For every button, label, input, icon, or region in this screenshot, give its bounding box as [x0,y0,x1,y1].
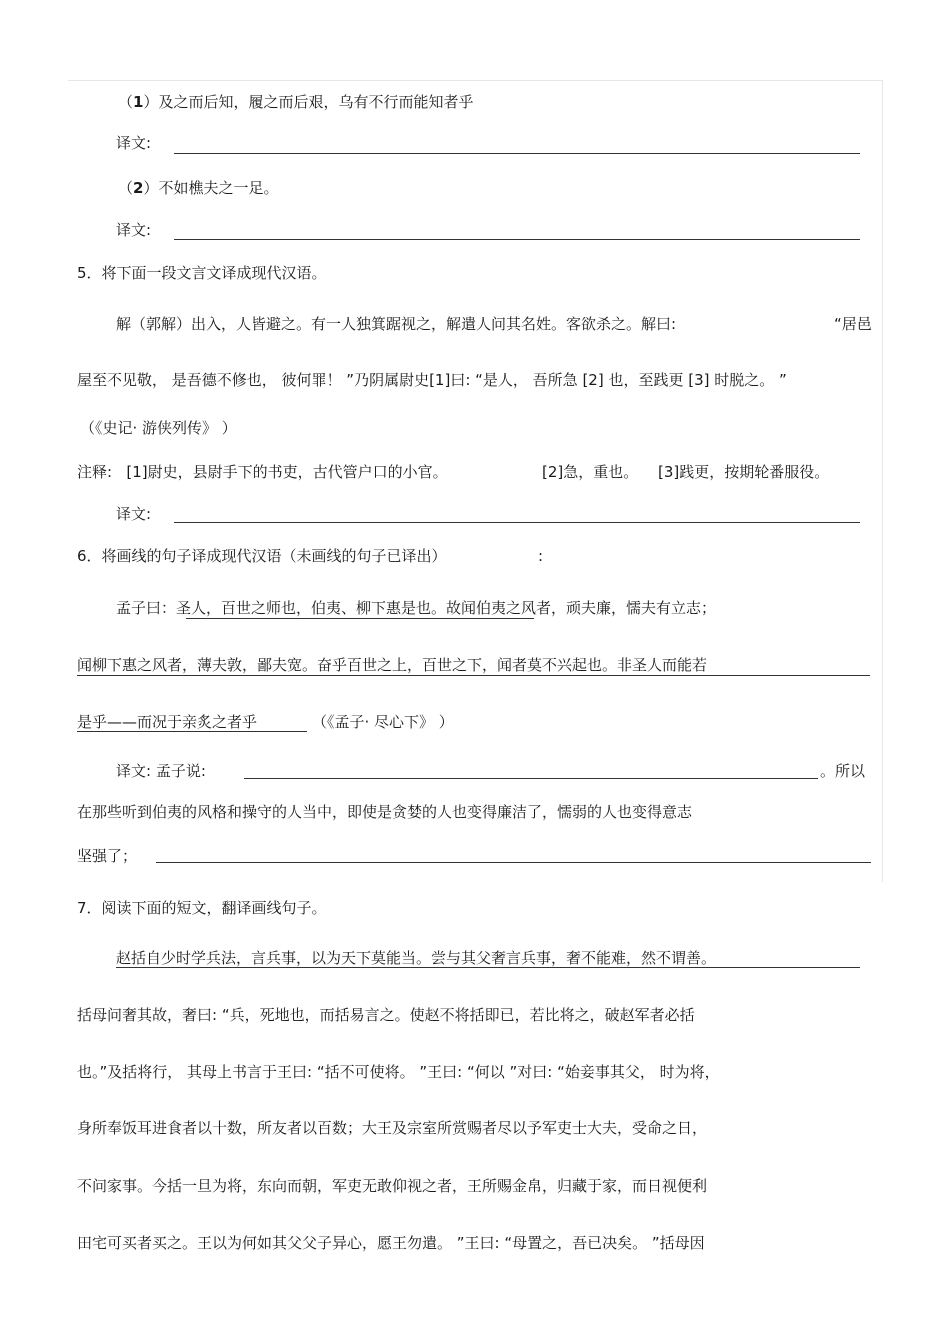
q5-note1: [1]尉史，县尉手下的书吏，古代管户口的小官。 [126,463,448,481]
q4-answer1-label: 译文: [116,134,152,152]
q7-passage-line: 也。”及括将行， 其母上书言于王曰: “括不可使将。 ”王曰: “何以 ”对曰: “始妾事其父， 时为将， [77,1063,720,1081]
q5-heading: 5．将下面一段文言文译成现代汉语。 [77,264,327,282]
q7-passage-line: 括母问奢其故，奢曰: “兵，死地也，而括易言之。使赵不将括即已，若比将之，破赵军者必括 [77,1006,695,1024]
q6-underline2 [77,675,870,676]
q4-answer1-line[interactable] [174,153,860,154]
q4-answer2-label: 译文: [116,221,152,239]
q7-heading: 7．阅读下面的短文，翻译画线句子。 [77,899,327,917]
q5-note3: [3]践更，按期轮番服役。 [658,463,830,481]
q5-source: （《史记· 游侠列传》 ） [80,419,237,437]
q5-note-label: 注释: [77,463,113,481]
q7-passage-line: 田宅可买者买之。王以为何如其父父子异心，愿王勿遣。 ”王曰: “母置之，吾已决矣。 ”括母因 [77,1234,705,1252]
q6-passage-line3: 是乎——而况于亲炙之者乎 [77,713,258,731]
q6-answer-suffix: 。所以 [820,762,866,780]
q4-item1: （1）及之而后知，履之而后艰，乌有不行而能知者乎 [118,93,474,111]
q5-passage-line1-quote: “居邑 [834,315,872,333]
q6-passage-line1: 孟子曰：圣人，百世之师也，伯夷、柳下惠是也。故闻伯夷之风者，顽夫廉，懦夫有立志； [116,599,717,617]
q7-passage-line: 赵括自少时学兵法，言兵事，以为天下莫能当。尝与其父奢言兵事，奢不能难，然不谓善。 [116,949,717,967]
q6-underline3 [77,731,307,732]
q5-notes [77,462,448,482]
q6-given-translation-end: 坚强了； [77,847,138,865]
q6-answer-line1[interactable] [244,778,818,779]
q4-answer2-line[interactable] [174,239,860,240]
q4-item1-text: 及之而后知，履之而后艰，乌有不行而能知者乎 [158,93,474,111]
q6-source: （《孟子· 尽心下》 ） [312,713,454,731]
q6-heading: 6．将画线的句子译成现代汉语（未画线的句子已译出） [77,547,447,565]
q4-item2-number: 2 [133,179,144,197]
q7-passage-line: 身所奉饭耳进食者以十数，所友者以百数；大王及宗室所赏赐者尽以予军吏士大夫，受命之日， [77,1119,708,1137]
q5-passage-line1: 解（郭解）出入，人皆避之。有一人独箕踞视之，解遣人问其名姓。客欲杀之。解曰: [116,315,677,333]
q4-item2-text: 不如樵夫之一足。 [158,179,279,197]
q6-answer-line2[interactable] [156,862,871,863]
q4-item1-number: 1 [133,93,144,111]
q6-given-translation: 在那些听到伯夷的风格和操守的人当中，即使是贪婪的人也变得廉洁了，懦弱的人也变得意志 [77,803,693,821]
q5-answer-line[interactable] [174,522,860,523]
q5-passage-line2: 屋至不见敬， 是吾德不修也， 彼何罪！ ”乃阴属尉史[1]曰: “是人， 吾所急 [2] 也，至践更 [3] 时脱之。 ” [77,371,787,389]
page-frame-top [68,80,882,81]
q5-answer-label: 译文: [116,505,152,523]
q7-underline1 [116,967,860,968]
q6-heading-colon: : [538,547,544,565]
q5-note2: [2]急，重也。 [542,463,639,481]
q6-passage-line2: 闻柳下惠之风者，薄夫敦，鄙夫宽。奋乎百世之上，百世之下，闻者莫不兴起也。非圣人而能若 [77,656,708,674]
q6-answer-prefix: 译文: 孟子说: [116,762,206,780]
q4-item2: （2）不如樵夫之一足。 [118,179,279,197]
page-frame-right [882,80,883,882]
q7-passage-line: 不问家事。今括一旦为将，东向而朝，军吏无敢仰视之者，王所赐金帛，归藏于家，而日视便利 [77,1177,708,1195]
q6-underline1 [186,618,534,619]
